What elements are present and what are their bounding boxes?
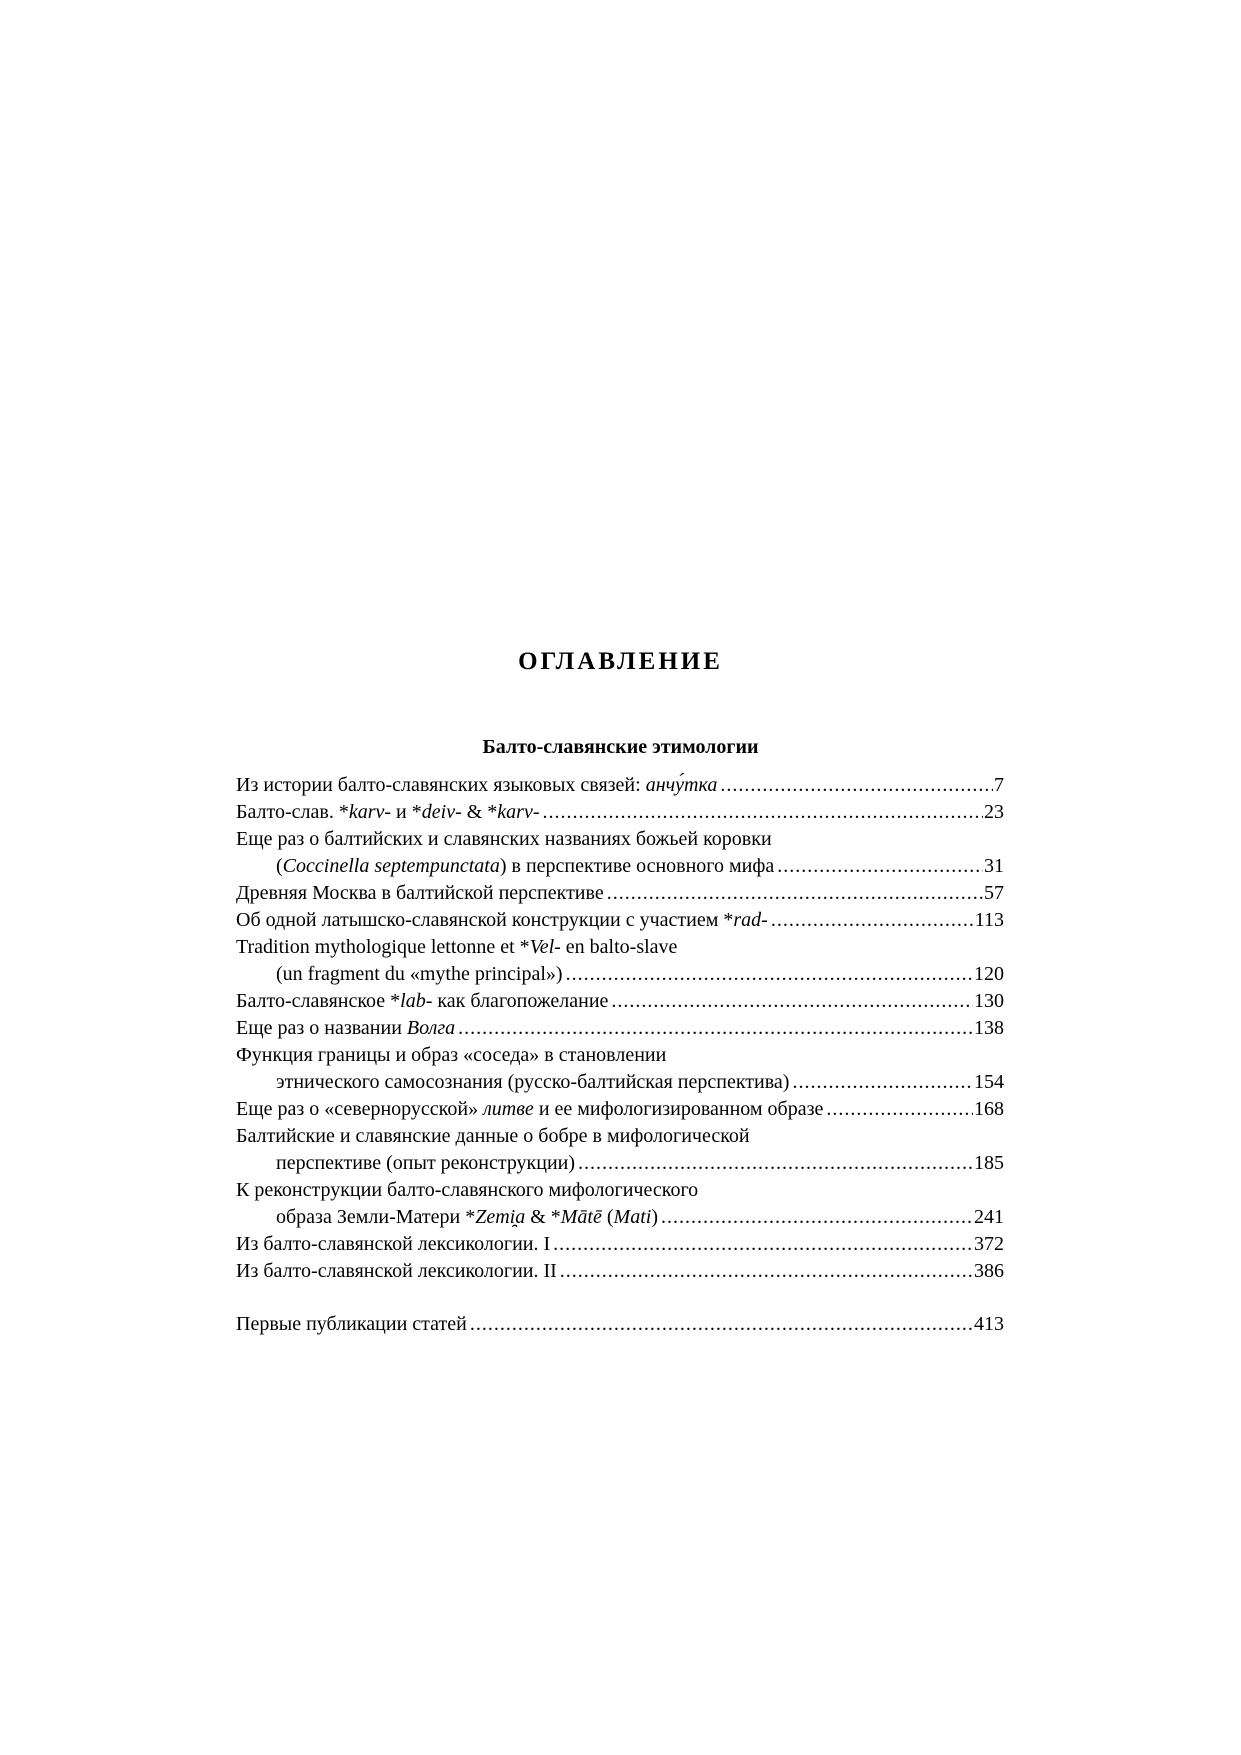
- toc-entry[interactable]: [236, 988, 1004, 1015]
- toc-entry-title: Из балто-славянской лексикологии. I: [236, 1233, 551, 1255]
- toc-entry[interactable]: [236, 1150, 1004, 1177]
- toc-page-number: 413: [974, 1313, 1004, 1335]
- toc-page-number: 120: [974, 963, 1004, 985]
- toc-page-number: 23: [984, 801, 1004, 823]
- toc-entry-first-line[interactable]: [236, 826, 1004, 853]
- toc-page-number: 7: [994, 774, 1004, 796]
- toc-entry-title: Из истории балто-славянских языковых связей: анчу́тка: [236, 774, 718, 796]
- toc-page-number: 168: [974, 1098, 1004, 1120]
- toc-page-number: 185: [974, 1152, 1004, 1174]
- toc-page-number: 113: [974, 909, 1004, 931]
- dot-leader: [720, 772, 993, 799]
- dot-leader: [771, 907, 974, 934]
- toc-entry-first-line[interactable]: [236, 1177, 1004, 1204]
- toc-entry-title: Первые публикации статей: [236, 1313, 467, 1335]
- toc-page-number: 241: [974, 1206, 1004, 1228]
- toc-page-number: 57: [984, 882, 1004, 904]
- dot-leader: [470, 1311, 973, 1338]
- toc-entry-title: Еще раз о «севернорусской» литве и ее мифологизированном образе: [236, 1098, 824, 1120]
- toc-entry[interactable]: [236, 1311, 1004, 1338]
- toc-entry[interactable]: [236, 907, 1004, 934]
- toc-entry-title: Tradition mythologique lettonne et *Vel- en balto-slave: [236, 936, 678, 958]
- toc-entry-title: Еще раз о названии Волга: [236, 1017, 456, 1039]
- toc-entry-title-continued: (un fragment du «mythe principal»): [276, 963, 563, 985]
- toc-entry-title-continued: образа Земли-Матери *Zemi̯a & *Mātē (Mati): [276, 1206, 658, 1228]
- toc-entry-title: Из балто-славянской лексикологии. II: [236, 1260, 557, 1282]
- toc-page-number: 31: [984, 855, 1004, 877]
- toc-page-number: 372: [974, 1233, 1004, 1255]
- dot-leader: [566, 961, 973, 988]
- section-title: Балто-славянские этимологии: [482, 736, 759, 758]
- toc-entry[interactable]: [236, 961, 1004, 988]
- toc-entry[interactable]: [236, 1204, 1004, 1231]
- page-title: ОГЛАВЛЕНИЕ: [518, 648, 723, 675]
- dot-leader: [553, 1231, 973, 1258]
- dot-leader: [458, 1015, 973, 1042]
- toc-entry-title-continued: перспективе (опыт реконструкции): [276, 1152, 576, 1174]
- toc-entry-title: Об одной латышско-славянской конструкции с участием *rad-: [236, 909, 768, 931]
- toc-entry-title-continued: (Coccinella septempunctata) в перспективе основного мифа: [276, 855, 775, 877]
- toc-entry[interactable]: [236, 1015, 1004, 1042]
- dot-leader: [578, 1150, 973, 1177]
- dot-leader: [826, 1096, 973, 1123]
- toc-entry[interactable]: [236, 1231, 1004, 1258]
- toc-entry[interactable]: [236, 1258, 1004, 1285]
- toc-entry[interactable]: [236, 799, 1004, 826]
- toc-entry[interactable]: [236, 772, 1004, 799]
- toc-entry-title: Балто-слав. *karv- и *deiv- & *karv-: [236, 801, 540, 823]
- toc-page-number: 138: [974, 1017, 1004, 1039]
- toc-entry-title: Функция границы и образ «соседа» в становлении: [236, 1044, 667, 1066]
- toc-entry[interactable]: [236, 1069, 1004, 1096]
- dot-leader: [611, 988, 973, 1015]
- dot-leader: [607, 880, 983, 907]
- toc-entry-title: К реконструкции балто-славянского мифологического: [236, 1179, 699, 1201]
- toc-page-number: 386: [974, 1260, 1004, 1282]
- toc-entry-title: Балто-славянское *lab- как благопожелание: [236, 990, 609, 1012]
- toc-entry-title: Балтийские и славянские данные о бобре в мифологической: [236, 1125, 750, 1147]
- toc-entry[interactable]: [236, 1096, 1004, 1123]
- toc-entry[interactable]: [236, 880, 1004, 907]
- dot-leader: [543, 799, 983, 826]
- dot-leader: [777, 853, 983, 880]
- table-of-contents: [236, 772, 1004, 1338]
- toc-entry-title: Еще раз о балтийских и славянских названиях божьей коровки: [236, 828, 772, 850]
- toc-entry-title-continued: этнического самосознания (русско-балтийская перспектива): [276, 1071, 790, 1093]
- toc-entry[interactable]: [236, 853, 1004, 880]
- toc-entry-first-line[interactable]: [236, 1123, 1004, 1150]
- dot-leader: [792, 1069, 973, 1096]
- toc-entry-title: Древняя Москва в балтийской перспективе: [236, 882, 604, 904]
- toc-entry-first-line[interactable]: [236, 934, 1004, 961]
- toc-entry-first-line[interactable]: [236, 1042, 1004, 1069]
- toc-page-number: 130: [974, 990, 1004, 1012]
- dot-leader: [661, 1204, 973, 1231]
- toc-page-number: 154: [974, 1071, 1004, 1093]
- dot-leader: [560, 1258, 973, 1285]
